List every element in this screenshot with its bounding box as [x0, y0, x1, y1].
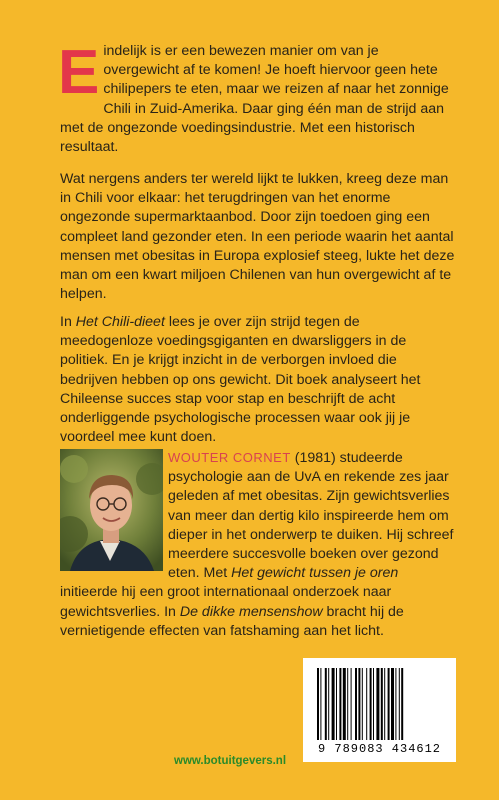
intro-text: indelijk is er een bewezen manier om van je overgewicht af te komen! Je hoeft hiervoor geen hete chilipepers te eten, maar we reizen af naar het zonnige Chili in Zuid-Amerika. Daar ging één man de strijd aan met de ongezonde voedingsindustrie. Met een historisch resultaat.	[60, 43, 449, 156]
bio-text-1: studeerde psychologie aan de UvA en rekende zes jaar geleden af met obesitas. Zijn gewichtsverlies van meer dan dertig kilo inspireerde hem om dieper in het onderwerp te duiken. Hij schreef meerdere succesvolle boeken over gezond eten. Met	[168, 450, 454, 582]
publisher-website: www.botuitgevers.nl	[174, 755, 287, 767]
third-paragraph-rest: lees je over zijn strijd tegen de meedogenloze voedingsgiganten en dwarsliggers in de politiek. En je krijgt inzicht in de verborgen invloed die bedrijven hebben op ons gewicht. Dit boek analyseert het Chileense succes stap voor stap en beschrijft de acht onderliggende psychologische processen waar ook jij je voordeel mee kunt doen.	[60, 314, 421, 446]
author-bio	[60, 448, 455, 641]
author-name: WOUTER CORNET	[168, 450, 291, 465]
third-paragraph	[60, 313, 455, 447]
book-title-italic: Het Chili-dieet	[75, 314, 165, 330]
isbn-number: 9 789083 434612	[317, 742, 442, 756]
author-birth-year: (1981)	[290, 450, 336, 466]
bio-book-title: Het gewicht tussen je oren	[231, 565, 399, 582]
bio-text-2: initieerde hij een groot internationaal onderzoek naar gewichtsverlies. In	[60, 584, 392, 620]
third-paragraph-lead: In	[60, 314, 76, 330]
drop-cap-letter: E	[58, 38, 100, 107]
second-paragraph: Wat nergens anders ter wereld lijkt te lukken, kreeg deze man in Chili voor elkaar: het terugdringen van het enorme ongezonde supermarktaanbod. Door zijn toedoen ging een compleet land gezonder eten. In een periode waarin het aantal mensen met obesitas in Europa explosief steeg, lukte het deze man om een kwart miljoen Chilenen van hun overgewicht af te helpen.	[60, 171, 455, 303]
bio-text-3: bracht hij de vernietigende effecten van fatshaming aan het licht.	[60, 603, 404, 639]
isbn-barcode	[303, 658, 456, 762]
bio-show-title: De dikke mensenshow	[179, 603, 323, 620]
intro-paragraph	[58, 38, 455, 157]
